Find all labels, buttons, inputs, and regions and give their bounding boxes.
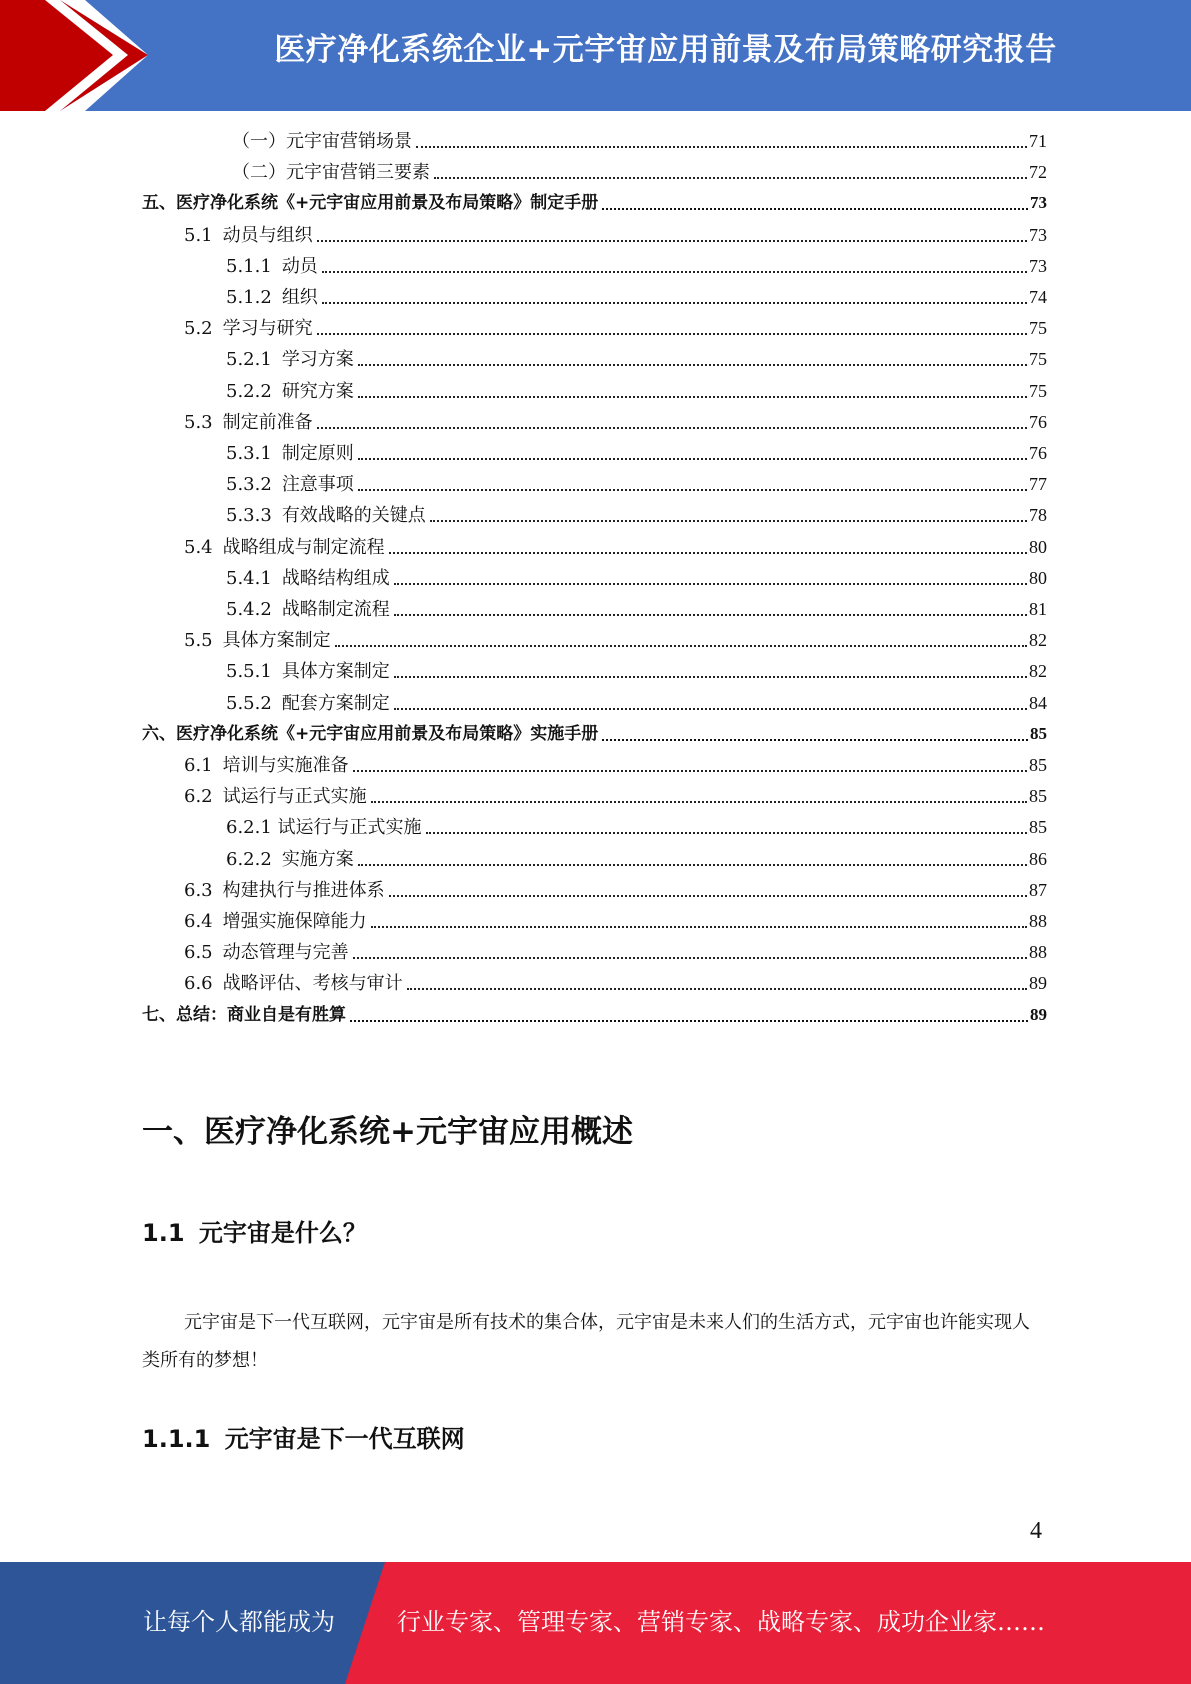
toc-entry-page: 84 xyxy=(1029,692,1047,713)
toc-entry[interactable] xyxy=(142,721,1047,747)
toc-dot-leader xyxy=(322,271,1027,273)
toc-entry-number: 5.5.1 xyxy=(226,661,272,683)
toc-entry-title: 战略制定流程 xyxy=(281,599,390,620)
toc-entry-title: 具体方案制定 xyxy=(281,661,390,683)
toc-entry-title: 研究方案 xyxy=(281,380,354,402)
toc-entry-title: 实施方案 xyxy=(281,848,354,870)
toc-entry-title: 战略组成与制定流程 xyxy=(222,536,385,558)
toc-dot-leader xyxy=(358,396,1027,398)
toc-entry-number: 6.2 xyxy=(184,786,213,808)
toc-entry-number: 5.4.2 xyxy=(226,599,272,620)
toc-entry-number: 5.5 xyxy=(184,630,213,652)
toc-entry[interactable] xyxy=(184,315,1047,341)
toc-entry-page: 88 xyxy=(1029,942,1047,963)
toc-dot-leader xyxy=(407,988,1027,990)
toc-entry[interactable] xyxy=(184,409,1047,435)
toc-entry-page: 71 xyxy=(1029,131,1047,151)
toc-entry[interactable] xyxy=(226,690,1047,716)
toc-entry[interactable] xyxy=(226,846,1047,872)
toc-entry-title: 制定前准备 xyxy=(222,411,313,433)
toc-dot-leader xyxy=(317,240,1027,242)
toc-dot-leader xyxy=(394,708,1027,710)
toc-entry-page: 80 xyxy=(1029,536,1047,557)
toc-entry-page: 88 xyxy=(1029,911,1047,931)
toc-entry-page: 78 xyxy=(1029,505,1047,526)
toc-entry[interactable] xyxy=(184,970,1047,996)
toc-entry-page: 74 xyxy=(1029,287,1047,307)
toc-entry[interactable] xyxy=(184,783,1047,809)
toc-dot-leader xyxy=(416,146,1027,148)
toc-entry-page: 85 xyxy=(1029,786,1047,807)
toc-entry-number: 5.2.1 xyxy=(226,349,272,371)
toc-entry-title: 组织 xyxy=(281,287,318,308)
toc-dot-leader xyxy=(430,520,1027,522)
toc-entry-page: 86 xyxy=(1029,848,1047,869)
toc-entry-number: 6.1 xyxy=(184,755,213,776)
toc-dot-leader xyxy=(426,832,1027,834)
toc-dot-leader xyxy=(389,895,1027,897)
toc-entry[interactable] xyxy=(226,565,1047,591)
toc-entry-title: 构建执行与推进体系 xyxy=(222,879,385,901)
document-title: 医疗净化系统企业+元宇宙应用前景及布局策略研究报告 xyxy=(274,32,1057,68)
toc-entry[interactable] xyxy=(226,596,1047,622)
toc-entry-page: 73 xyxy=(1029,224,1047,245)
toc-entry[interactable] xyxy=(142,1002,1047,1028)
toc-entry[interactable] xyxy=(226,658,1047,684)
toc-entry-title: （二）元宇宙营销三要素 xyxy=(232,162,430,184)
toc-entry-title: 学习与研究 xyxy=(222,318,313,340)
toc-dot-leader xyxy=(434,177,1027,179)
toc-dot-leader xyxy=(353,770,1027,772)
toc-entry-title: 五、医疗净化系统《+元宇宙应用前景及布局策略》制定手册 xyxy=(142,193,599,214)
toc-entry[interactable] xyxy=(226,502,1047,528)
toc-entry-title: 六、医疗净化系统《+元宇宙应用前景及布局策略》实施手册 xyxy=(142,723,599,744)
toc-entry-page: 77 xyxy=(1029,474,1047,495)
toc-entry-title: 配套方案制定 xyxy=(281,692,390,714)
toc-entry-number: 5.1.1 xyxy=(226,255,272,277)
toc-entry-number: 5.3.1 xyxy=(226,443,272,464)
toc-entry-number: 5.2 xyxy=(184,318,213,340)
toc-entry-number: 6.5 xyxy=(184,942,213,964)
toc-dot-leader xyxy=(602,208,1028,210)
toc-entry-page: 87 xyxy=(1029,879,1047,900)
toc-entry-title: 注意事项 xyxy=(281,474,354,496)
toc-dot-leader xyxy=(350,1020,1028,1022)
toc-dot-leader xyxy=(358,864,1027,866)
toc-entry-title: 培训与实施准备 xyxy=(222,755,349,776)
toc-entry-page: 76 xyxy=(1029,443,1047,463)
toc-entry-page: 73 xyxy=(1029,255,1047,276)
toc-entry-page: 85 xyxy=(1029,817,1047,838)
toc-dot-leader xyxy=(394,676,1027,678)
toc-entry-number: 5.4 xyxy=(184,536,213,558)
toc-entry-page: 89 xyxy=(1030,1004,1047,1024)
toc-entry[interactable] xyxy=(226,471,1047,497)
toc-entry-title: 试运行与正式实施 xyxy=(222,786,367,808)
toc-entry-title: 具体方案制定 xyxy=(222,630,331,652)
toc-entry-page: 82 xyxy=(1029,630,1047,651)
toc-entry[interactable] xyxy=(184,752,1047,778)
toc-entry-title: 制定原则 xyxy=(281,443,354,464)
toc-entry-number: 5.3 xyxy=(184,411,213,433)
toc-entry-page: 75 xyxy=(1029,380,1047,401)
toc-entry[interactable] xyxy=(184,908,1047,934)
toc-entry-page: 82 xyxy=(1029,661,1047,682)
toc-dot-leader xyxy=(353,957,1027,959)
toc-entry-page: 75 xyxy=(1029,318,1047,339)
toc-entry-title: 动员与组织 xyxy=(222,224,313,246)
footer-slogan-left: 让每个人都能成为 xyxy=(143,1608,335,1636)
toc-entry-title: 七、总结：商业自是有胜算 xyxy=(142,1004,346,1025)
toc-entry-title: 动态管理与完善 xyxy=(222,942,349,964)
toc-entry[interactable] xyxy=(226,814,1047,840)
toc-dot-leader xyxy=(358,489,1027,491)
toc-entry[interactable] xyxy=(226,440,1047,466)
toc-entry[interactable] xyxy=(184,222,1047,248)
footer-slogan-right: 行业专家、管理专家、营销专家、战略专家、成功企业家…… xyxy=(397,1608,1045,1636)
toc-entry-page: 80 xyxy=(1029,567,1047,588)
section-heading-1-1-1: 1.1.1 元宇宙是下一代互联网 xyxy=(142,1425,465,1453)
toc-dot-leader xyxy=(389,552,1027,554)
toc-dot-leader xyxy=(358,458,1027,460)
toc-entry[interactable] xyxy=(184,627,1047,653)
toc-entry-number: 6.6 xyxy=(184,973,213,995)
toc-entry-number: 6.3 xyxy=(184,879,213,901)
toc-entry-page: 85 xyxy=(1030,723,1047,743)
toc-dot-leader xyxy=(371,801,1027,803)
toc-entry-title: 有效战略的关键点 xyxy=(281,505,426,527)
toc-dot-leader xyxy=(394,583,1027,585)
page-header xyxy=(0,0,1191,111)
toc-entry-number: 5.3.2 xyxy=(226,474,272,496)
toc-entry-number: 5.1 xyxy=(184,224,213,246)
toc-entry-title: 增强实施保障能力 xyxy=(222,911,367,932)
toc-entry-page: 81 xyxy=(1029,599,1047,619)
toc-entry[interactable] xyxy=(184,877,1047,903)
toc-entry-number: 6.2.2 xyxy=(226,848,272,870)
toc-entry-number: 5.2.2 xyxy=(226,380,272,402)
toc-entry[interactable] xyxy=(226,284,1047,310)
toc-entry-number: 5.4.1 xyxy=(226,567,272,589)
toc-entry-page: 85 xyxy=(1029,755,1047,775)
toc-entry-page: 75 xyxy=(1029,349,1047,370)
section-heading-1: 一、医疗净化系统+元宇宙应用概述 xyxy=(142,1114,633,1150)
toc-dot-leader xyxy=(317,333,1027,335)
body-paragraph: 元宇宙是下一代互联网，元宇宙是所有技术的集合体，元宇宙是未来人们的生活方式，元宇宙也许能实现人类所有的梦想！ xyxy=(142,1312,1030,1371)
toc-entry-number: 5.1.2 xyxy=(226,287,272,308)
toc-dot-leader xyxy=(358,364,1027,366)
section-heading-1-1: 1.1 元宇宙是什么？ xyxy=(142,1219,367,1247)
toc-entry-title: 战略评估、考核与审计 xyxy=(222,973,403,995)
page-number: 4 xyxy=(1030,1518,1042,1544)
toc-entry[interactable] xyxy=(232,159,1047,185)
toc-entry-title: 学习方案 xyxy=(281,349,354,371)
toc-entry[interactable] xyxy=(184,939,1047,965)
toc-entry[interactable] xyxy=(226,253,1047,279)
page-footer xyxy=(0,1562,1191,1684)
toc-entry-title: 战略结构组成 xyxy=(281,567,390,589)
toc-dot-leader xyxy=(371,926,1027,928)
toc-dot-leader xyxy=(335,645,1027,647)
toc-entry-title: 动员 xyxy=(281,255,318,277)
toc-entry[interactable] xyxy=(226,378,1047,404)
toc-entry-number: 5.3.3 xyxy=(226,505,272,527)
toc-entry[interactable] xyxy=(184,534,1047,560)
toc-entry-title: 6.2.1 试运行与正式实施 xyxy=(226,817,422,839)
toc-entry-page: 73 xyxy=(1030,193,1047,213)
toc-entry[interactable] xyxy=(226,346,1047,372)
toc-entry-number: 6.4 xyxy=(184,911,213,932)
toc-entry[interactable] xyxy=(232,128,1047,154)
toc-dot-leader xyxy=(394,614,1027,616)
toc-entry-number: 5.5.2 xyxy=(226,692,272,714)
toc-entry-page: 89 xyxy=(1029,973,1047,994)
toc-dot-leader xyxy=(322,302,1027,304)
toc-entry-page: 72 xyxy=(1029,162,1047,183)
toc-entry-title: （一）元宇宙营销场景 xyxy=(232,131,412,152)
toc-dot-leader xyxy=(317,427,1027,429)
toc-entry-page: 76 xyxy=(1029,411,1047,432)
toc-entry[interactable] xyxy=(142,190,1047,216)
toc-dot-leader xyxy=(602,739,1028,741)
